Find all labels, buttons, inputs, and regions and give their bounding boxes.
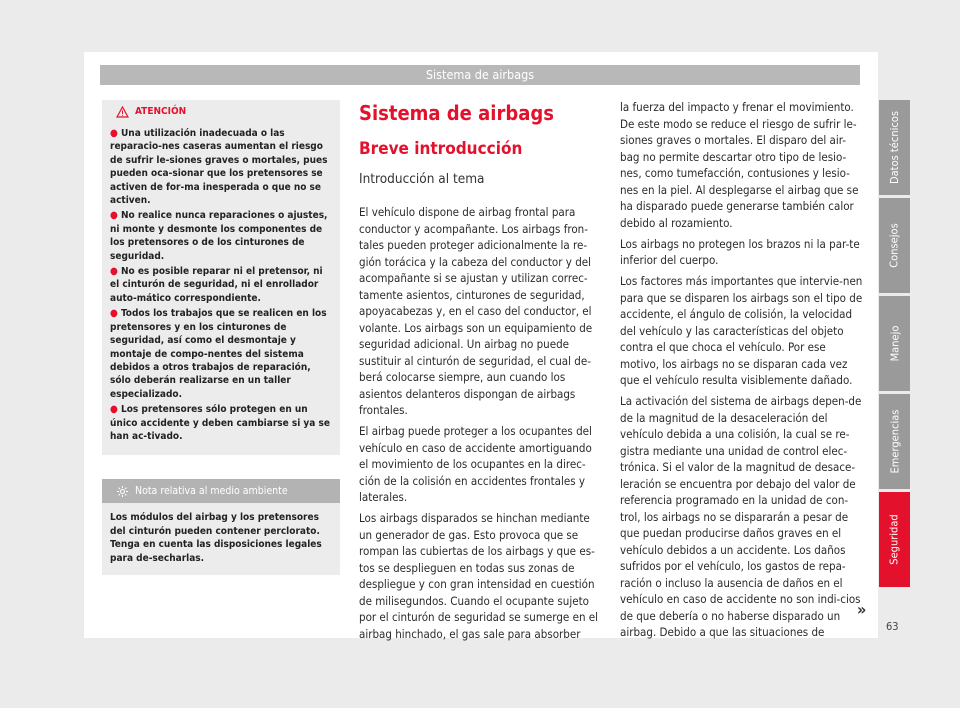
topic-title: Introducción al tema (359, 171, 485, 187)
tab-consejos[interactable]: Consejos (879, 198, 910, 293)
environment-note-box (102, 479, 340, 575)
warning-list (102, 123, 340, 455)
warning-header (102, 100, 340, 123)
right-column (620, 99, 865, 645)
bullet-icon: ● (110, 128, 121, 139)
middle-column (359, 100, 603, 647)
paragraph: Los factores más importantes que intervie-nen para que se disparen los airbags son el tipo de accidente, el ángulo de colisión, la velocidad del vehículo y las características del objeto contra el que choca el vehículo. Por ese motivo, los airbags no se disparan cada vez que el vehículo resulta visiblemente dañado. (620, 274, 863, 387)
warning-box (102, 100, 340, 455)
tab-datos-tecnicos[interactable]: Datos técnicos (879, 100, 910, 195)
chapter-header: Sistema de airbags (100, 65, 860, 85)
subsection-title: Breve introducción (359, 139, 523, 159)
warning-item: ● Los pretensores sólo protegen en un único accidente y deben cambiarse si ya se han ac-tivado. (110, 404, 330, 442)
environment-leaf-icon (116, 485, 129, 498)
warning-item: ● Una utilización inadecuada o las reparacio-nes caseras aumentan el riesgo de sufrir le-siones graves o mortales, pues pueden oca-sionar que los pretensores se activen de for-ma inesperada o que no se activen. (110, 128, 328, 207)
continue-arrow-icon: » (857, 600, 867, 619)
paragraph: la fuerza del impacto y frenar el movimiento. De este modo se reduce el riesgo de sufrir le-siones graves o mortales. El disparo del air-bag no permite descartar otro tipo de lesio-nes, como tumefacción, contusiones y lesio-nes en la piel. Al desplegarse el airbag que se ha disparado puede generarse también calor debido al rozamiento. (620, 100, 859, 230)
tab-emergencias[interactable]: Emergencias (879, 394, 910, 489)
paragraph: El airbag puede proteger a los ocupantes del vehículo en caso de accidente amortiguando el movimiento de los ocupantes en la direc-ción de la colisión en accidentes frontales y laterales. (359, 424, 592, 504)
body-text (620, 99, 865, 641)
environment-note-text: Los módulos del airbag y los pretensores del cinturón pueden contener perclorato. Tenga en cuenta las disposiciones legales para de-secharlas. (110, 512, 322, 564)
section-title: Sistema de airbags (359, 101, 554, 125)
bullet-icon: ● (110, 266, 121, 278)
bullet-icon: ● (110, 308, 121, 320)
warning-title: ATENCIÓN (135, 106, 187, 117)
bullet-icon: ● (110, 404, 121, 416)
warning-item: ● Todos los trabajos que se realicen en los pretensores y en los cinturones de seguridad, así como el desmontaje y montaje de compo-nentes del sistema debidos a otros trabajos de reparación, sólo deberán realizarse en un taller especializado. (110, 308, 327, 400)
tab-seguridad[interactable]: Seguridad (879, 492, 910, 587)
paragraph: Los airbags disparados se hinchan mediante un generador de gas. Esto provoca que se rompan las cubiertas de los airbags y que es-tos se desplieguen en todas sus zonas de despliegue y con gran intensidad en cuestión de milisegundos. Cuando el ocupante sujeto por el cinturón de seguridad se sumerge en el airbag hinchado, el gas sale para absorber (359, 511, 599, 641)
body-text (359, 204, 603, 642)
warning-item: ● No realice nunca reparaciones o ajustes, ni monte y desmonte los componentes de los pretensores o de los cinturones de seguridad. (110, 210, 328, 262)
paragraph: Los airbags no protegen los brazos ni la par-te inferior del cuerpo. (620, 236, 860, 267)
paragraph: La activación del sistema de airbags depen-de de la magnitud de la desaceleración del vehículo debida a una colisión, la cual se re-gistra mediante una unidad de control elec-trónica. Si el valor de la magnitud de desace-leración se encuentra por debajo del valor de referencia programado en la unidad de con-trol, los airbags no se dispararán a pesar de que puedan producirse daños graves en el vehículo debidos a un accidente. Los daños sufridos por el vehículo, los gastos de repa-ración o incluso la ausencia de daños en el vehículo en caso de accidente no son indi-cios de que debería o no haberse disparado un airbag. Debido a que las situaciones de (620, 394, 862, 639)
warning-item: ● No es posible reparar ni el pretensor, ni el cinturón de seguridad, ni el enrollador auto-mático correspondiente. (110, 266, 323, 304)
environment-note-title: Nota relativa al medio ambiente (135, 485, 288, 498)
environment-note-header (102, 479, 340, 503)
tab-manejo[interactable]: Manejo (879, 296, 910, 391)
page-number: 63 (886, 620, 899, 633)
section-tabs (879, 100, 910, 590)
paragraph: El vehículo dispone de airbag frontal para conductor y acompañante. Los airbags fron-tales pueden proteger adicionalmente la re-gión torácica y la cabeza del conductor y del acompañante si se ajustan y utilizan correc-tamente asientos, cinturones de seguridad, apoyacabezas y, en el caso del conductor, el volante. Los airbags son un equipamiento de seguridad adicional. Un airbag no puede sustituir al cinturón de seguridad, el cual de-berá colocarse siempre, aun cuando los asientos delanteros dispongan de airbags frontales. (359, 205, 593, 417)
left-column (102, 100, 340, 575)
bullet-icon: ● (110, 210, 121, 222)
warning-triangle-icon (116, 106, 129, 118)
